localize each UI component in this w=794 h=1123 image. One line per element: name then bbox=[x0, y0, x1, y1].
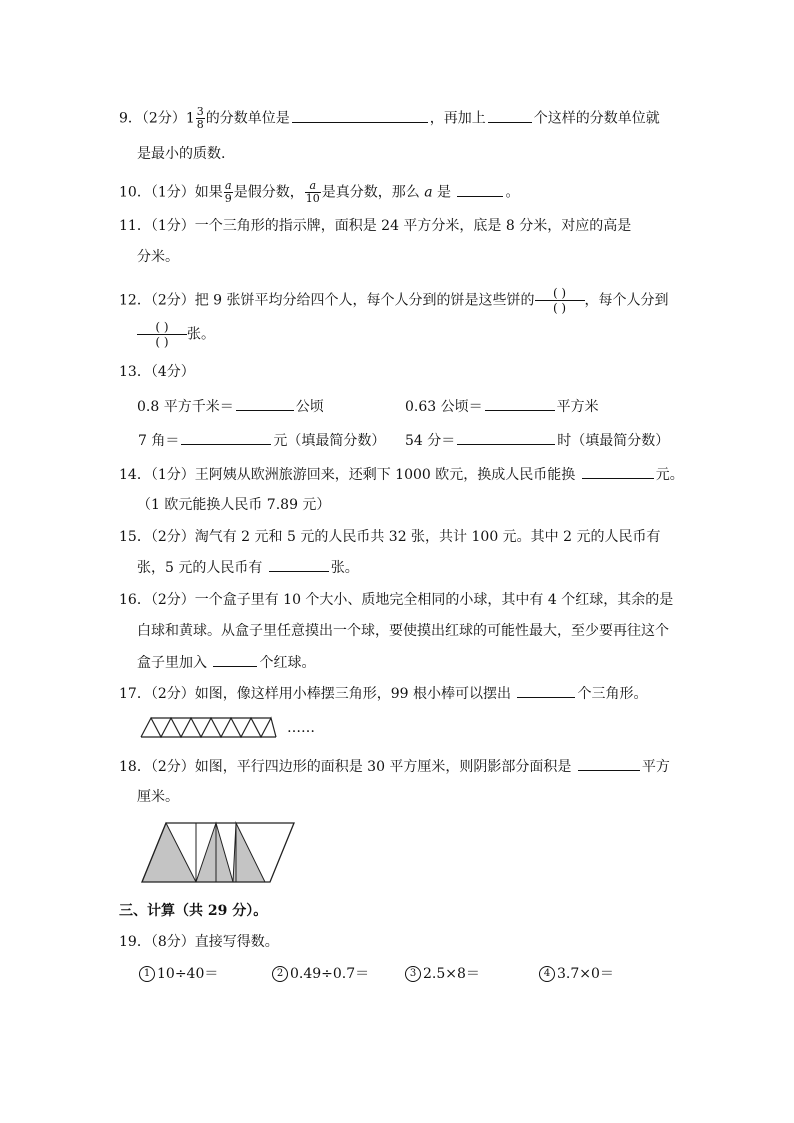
q9-number: 9．（2分） bbox=[119, 110, 186, 127]
answer-blank[interactable] bbox=[457, 430, 555, 445]
q12-line2: $\frac{( )}{( )}$ 张。 bbox=[137, 320, 215, 349]
q10-fraction-2: $\frac{a}{10}$ bbox=[305, 179, 320, 205]
question-13: 13．（4分） bbox=[119, 364, 195, 380]
q13-item-b: 0.63 公顷＝ 平方米 bbox=[405, 396, 599, 417]
calc-item-4: 4 3.7×0＝ bbox=[539, 964, 614, 984]
answer-blank[interactable] bbox=[517, 683, 575, 698]
q9-mixed-whole: 1 bbox=[185, 110, 195, 127]
answer-blank[interactable] bbox=[181, 430, 271, 445]
calc-item-1: 1 10÷40＝ bbox=[139, 964, 218, 984]
stick-triangles-figure bbox=[139, 716, 279, 740]
question-12: 12．（2分）把 9 张饼平均分给四个人，每个人分到的饼是这些饼的 $\frac{( )}{( )}$ ，每个人分到 bbox=[119, 286, 669, 315]
q18-line2: 厘米。 bbox=[137, 789, 179, 805]
shaded-triangle-1 bbox=[142, 823, 196, 882]
q13-item-c: 7 角＝ 元（填最简分数） bbox=[138, 430, 385, 451]
answer-blank[interactable] bbox=[488, 108, 532, 123]
calc-item-2: 2 0.49÷0.7＝ bbox=[272, 964, 369, 984]
question-16: 16．（2分）一个盒子里有 10 个大小、质地完全相同的小球，其中有 4 个红球，其余的是 bbox=[119, 592, 674, 608]
q9-fraction: $\frac{3}{8}$ bbox=[196, 105, 204, 131]
shaded-triangle-3 bbox=[233, 823, 265, 882]
question-14: 14．（1分）王阿姨从欧洲旅游回来，还剩下 1000 欧元，换成人民币能换 元。 bbox=[119, 464, 679, 485]
question-17: 17．（2分）如图，像这样用小棒摆三角形，99 根小棒可以摆出 个三角形。 bbox=[119, 683, 679, 704]
question-9: 9．（2分）1 $\frac{3}{8}$ 的分数单位是 ，再加上 个这样的分数单位就 bbox=[119, 105, 660, 131]
question-19: 19．（8分）直接写得数。 bbox=[119, 934, 279, 950]
q17-ellipsis: …… bbox=[287, 720, 315, 736]
q15-line2: 张，5 元的人民币有 张。 bbox=[137, 557, 359, 578]
answer-blank[interactable] bbox=[485, 396, 555, 411]
q16-line3: 盒子里加入 个红球。 bbox=[137, 652, 315, 673]
question-11: 11．（1分）一个三角形的指示牌，面积是 24 平方分米，底是 8 分米，对应的高是 bbox=[119, 218, 632, 234]
q16-line2: 白球和黄球。从盒子里任意摸出一个球，要使摸出红球的可能性最大，至少要再往这个 bbox=[137, 623, 669, 639]
q13-item-d: 54 分＝ 时（填最简分数） bbox=[405, 430, 669, 451]
parallelogram-figure bbox=[139, 820, 299, 886]
q11-line2: 分米。 bbox=[137, 249, 179, 265]
answer-blank[interactable] bbox=[292, 108, 428, 123]
q9-line2: 是最小的质数. bbox=[137, 146, 226, 162]
answer-blank[interactable] bbox=[578, 756, 640, 771]
answer-blank[interactable] bbox=[213, 652, 257, 667]
triangle-zigzag bbox=[141, 718, 276, 737]
question-18: 18．（2分）如图，平行四边形的面积是 30 平方厘米，则阴影部分面积是 平方 bbox=[119, 756, 679, 777]
question-15: 15．（2分）淘气有 2 元和 5 元的人民币共 32 张，共计 100 元。其中 2 元的人民币有 bbox=[119, 529, 661, 545]
question-10: 10．（1分）如果 $\frac{a}{9}$ 是假分数， $\frac{a}{10}$ 是真分数，那么 a 是 。 bbox=[119, 179, 520, 205]
q12-paren-fraction[interactable]: $\frac{( )}{( )}$ bbox=[535, 286, 585, 315]
q10-fraction-1: $\frac{a}{9}$ bbox=[224, 179, 232, 205]
q12-paren-fraction-2[interactable]: $\frac{( )}{( )}$ bbox=[137, 320, 187, 349]
answer-blank[interactable] bbox=[236, 396, 294, 411]
q13-item-a: 0.8 平方千米＝ 公顷 bbox=[137, 396, 324, 417]
section-title: 三、计算（共 29 分）。 bbox=[119, 903, 268, 919]
shaded-triangle-2 bbox=[196, 823, 233, 882]
answer-blank[interactable] bbox=[269, 557, 329, 572]
q14-line2: （1 欧元能换人民币 7.89 元） bbox=[137, 497, 331, 513]
calc-item-3: 3 2.5×8＝ bbox=[405, 964, 480, 984]
answer-blank[interactable] bbox=[582, 464, 654, 479]
answer-blank[interactable] bbox=[457, 182, 503, 197]
